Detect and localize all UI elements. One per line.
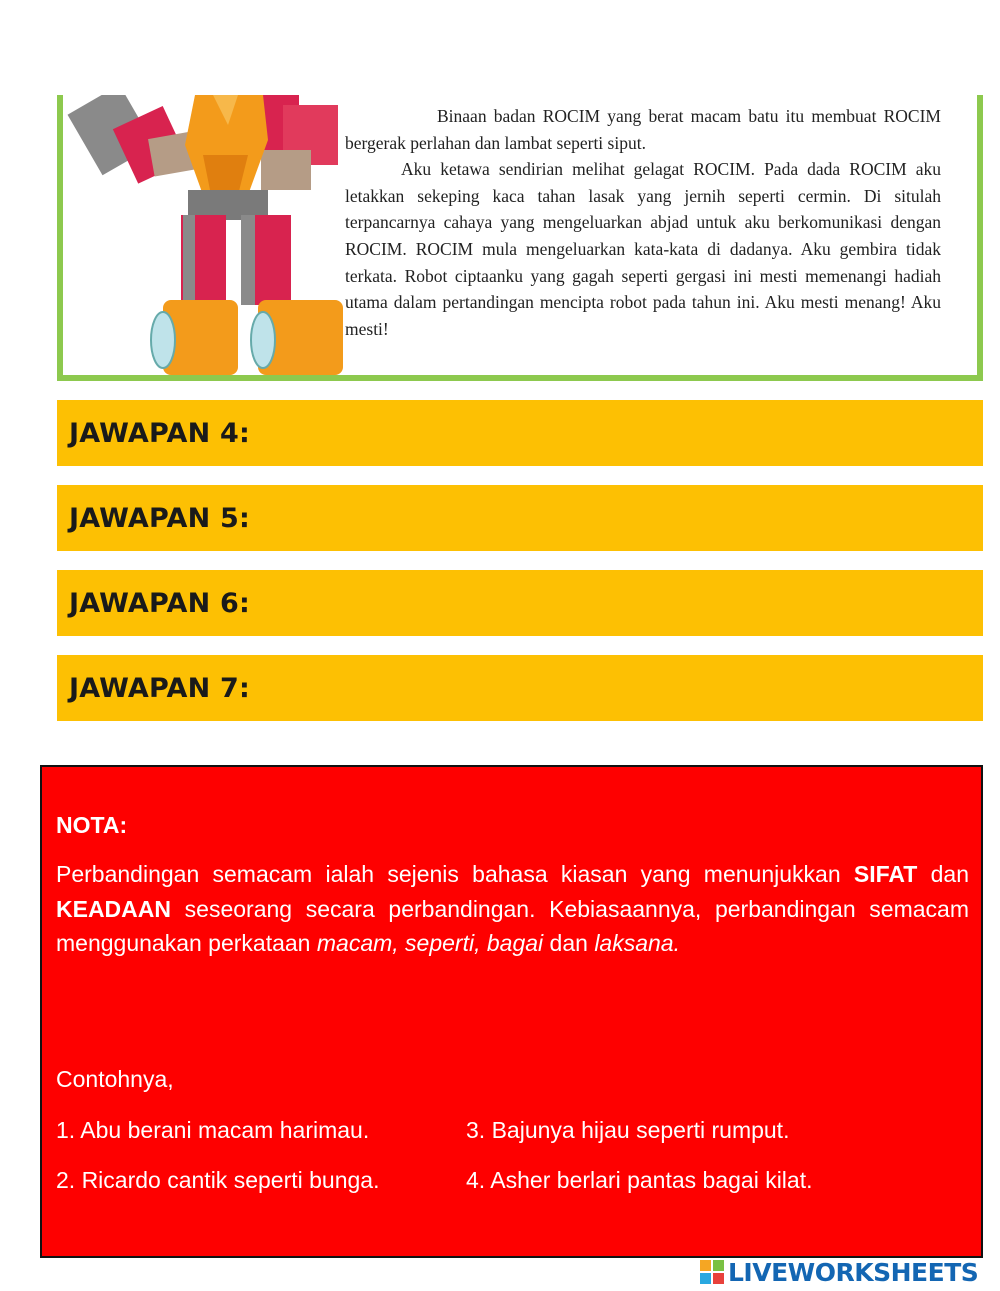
note-text-4: dan bbox=[549, 930, 588, 956]
example-3: 3. Bajunya hijau seperti rumput. bbox=[466, 1117, 790, 1143]
logo-text: LIVEWORKSHEETS bbox=[728, 1257, 979, 1287]
answer-6-label: JAWAPAN 6: bbox=[69, 587, 250, 619]
story-text bbox=[345, 103, 941, 342]
note-bold-sifat: SIFAT bbox=[853, 861, 918, 887]
liveworksheets-logo bbox=[700, 1258, 978, 1286]
answer-5-input[interactable] bbox=[264, 495, 969, 541]
answer-5-bar bbox=[57, 485, 983, 551]
answer-6-bar bbox=[57, 570, 983, 636]
answer-6-input[interactable] bbox=[264, 580, 969, 626]
note-bold-keadaan: KEADAAN bbox=[56, 895, 171, 922]
note-body bbox=[56, 857, 969, 961]
note-box bbox=[40, 765, 983, 1258]
example-1: 1. Abu berani macam harimau. bbox=[56, 1117, 370, 1143]
story-panel bbox=[57, 95, 983, 381]
note-title: NOTA: bbox=[56, 812, 128, 838]
example-2: 2. Ricardo cantik seperti bunga. bbox=[56, 1167, 380, 1193]
robot-illustration bbox=[63, 95, 353, 375]
answer-4-bar bbox=[57, 400, 983, 466]
note-italic-laksana: laksana. bbox=[594, 930, 680, 956]
note-text-1: Perbandingan semacam ialah sejenis bahasa kiasan yang menunjukkan bbox=[56, 861, 841, 887]
answer-5-label: JAWAPAN 5: bbox=[69, 502, 250, 534]
logo-grid-icon bbox=[700, 1259, 726, 1285]
answer-7-input[interactable] bbox=[264, 665, 969, 711]
answer-7-bar bbox=[57, 655, 983, 721]
answer-4-input[interactable] bbox=[264, 410, 969, 456]
note-italic-words: macam, seperti, bagai bbox=[316, 930, 544, 956]
answer-7-label: JAWAPAN 7: bbox=[69, 672, 250, 704]
note-text-3: seseorang secara perbandingan. Kebiasaannya, perbandingan semacam menggunakan perkataan bbox=[56, 895, 969, 956]
note-text-2: dan bbox=[930, 861, 970, 887]
story-paragraph-2: Aku ketawa sendirian melihat gelagat ROCIM. Pada dada ROCIM aku letakkan sekeping kaca tahan lasak yang jernih seperti cermin. Di situlah terpancarnya cahaya yang mengeluarkan abjad untuk aku berkomunikasi dengan ROCIM. ROCIM mula mengeluarkan kata-kata di dadanya. Aku gembira tidak terkata. Robot ciptaanku yang gagah seperti gergasi ini mesti memenangi hadiah utama dalam pertandingan mencipta robot pada tahun ini. Aku mesti menang! Aku mesti! bbox=[345, 159, 941, 339]
story-paragraph-1: Binaan badan ROCIM yang berat macam batu itu membuat ROCIM bergerak perlahan dan lambat seperti siput. bbox=[345, 106, 941, 153]
answer-4-label: JAWAPAN 4: bbox=[69, 417, 250, 449]
example-4: 4. Asher berlari pantas bagai kilat. bbox=[466, 1167, 813, 1193]
example-intro: Contohnya, bbox=[56, 1066, 174, 1092]
